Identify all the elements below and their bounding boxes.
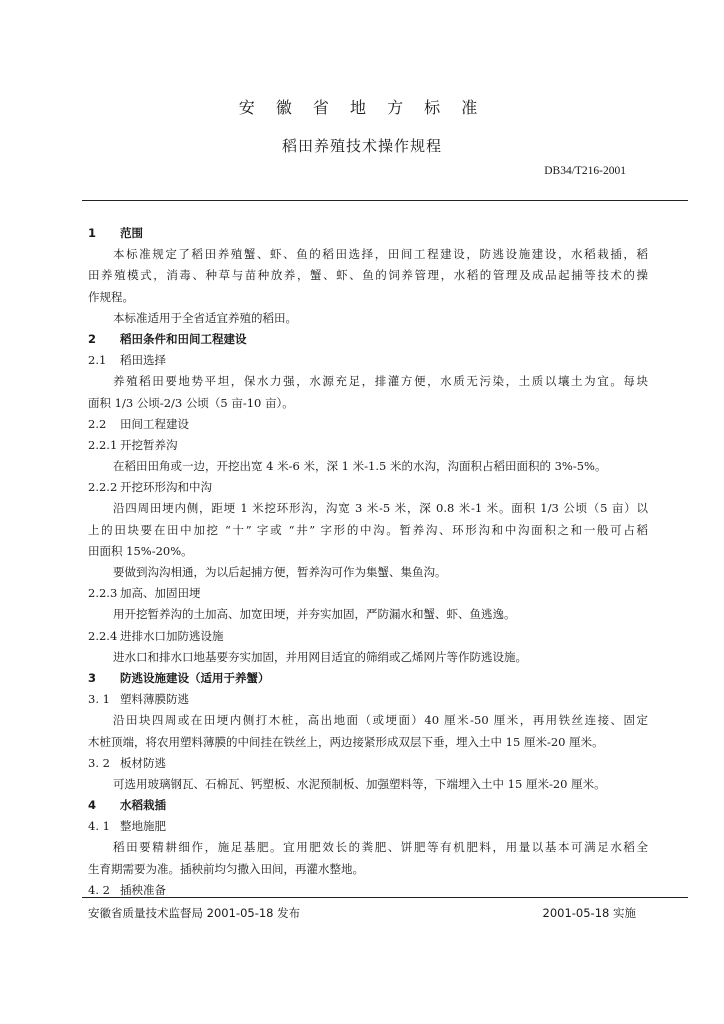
subsection-heading — [88, 626, 648, 647]
paragraph-line: 沿四周田埂内侧，距埂 1 米挖环形沟，沟宽 3 米-5 米，深 0.8 米-1 米。面积 1/3 公顷（5 亩）以 — [113, 501, 648, 516]
paragraph-line: 可选用玻璃钢瓦、石棉瓦、钙塑板、水泥预制板、加强塑料等，下端埋入土中 15 厘米-20 厘米。 — [113, 776, 606, 791]
document-body — [88, 223, 648, 901]
paragraph-line: 用开挖暂养沟的土加高、加宽田埂，并夯实加固，严防漏水和蟹、虾、鱼逃逸。 — [113, 607, 516, 622]
section-number: 2.1 — [88, 353, 107, 368]
section-number: 3. 1 — [88, 692, 110, 707]
section-number: 2.2.2 — [88, 480, 118, 495]
effective-date-line: 2001-05-18 实施 — [542, 906, 636, 920]
section-number: 4 — [88, 798, 97, 813]
paragraph-line: 稻田要精耕细作，施足基肥。宜用肥效长的粪肥、饼肥等有机肥料，用量以基本可满足水稻全 — [113, 840, 648, 855]
section-number: 2 — [88, 331, 97, 346]
paragraph-line: 在稻田田角或一边，开挖出宽 4 米-6 米，深 1 米-1.5 米的水沟，沟面积占稻田面积的 3%-5%。 — [113, 459, 607, 474]
issued-by-line: 安徽省质量技术监督局 2001-05-18 发布 — [88, 906, 301, 920]
subsection-heading — [88, 435, 648, 456]
paragraph-line: 要做到沟沟相通，为以后起捕方便，暂养沟可作为集蟹、集鱼沟。 — [113, 565, 447, 579]
section-title: 水稻栽插 — [120, 798, 166, 813]
section-number: 2.2.1 — [88, 437, 118, 452]
paragraph-line: 田养殖模式，消毒、种草与苗种放养，蟹、虾、鱼的饲养管理，水稻的管理及成品起捕等技术的操 — [88, 268, 648, 283]
section-title: 开挖暂养沟 — [120, 437, 178, 452]
paragraph-line: 本标准规定了稻田养殖蟹、虾、鱼的稻田选择，田间工程建设，防逃设施建设，水稻栽插，稻 — [113, 247, 648, 262]
paragraph-line: 面积 1/3 公顷-2/3 公顷（5 亩-10 亩）。 — [88, 395, 294, 410]
section-title: 进排水口加防逃设施 — [120, 628, 224, 643]
paragraph-line: 进水口和排水口地基要夯实加固，并用网目适宜的筛绢或乙烯网片等作防逃设施。 — [113, 649, 527, 664]
footer-divider — [82, 897, 688, 898]
paragraph-line: 木桩顶端，将农用塑料薄膜的中间挂在铁丝上，两边接紧形成双层下垂，埋入土中 15 厘米-20 厘米。 — [88, 734, 604, 749]
section-title: 整地施肥 — [120, 819, 166, 834]
section-heading — [88, 223, 648, 244]
section-title: 加高、加固田埂 — [120, 586, 201, 601]
section-number: 1 — [88, 226, 97, 240]
section-number: 2.2.4 — [88, 628, 118, 643]
paragraph-line: 作规程。 — [88, 289, 134, 304]
subsection-heading — [88, 689, 648, 710]
section-title: 板材防逃 — [120, 755, 166, 770]
section-number: 2.2 — [88, 416, 107, 431]
standard-code: DB34/T216-2001 — [544, 165, 626, 177]
paragraph-line: 生育期需要为准。插秧前均匀撒入田间，再灌水整地。 — [88, 861, 364, 876]
subsection-heading — [88, 414, 648, 435]
section-number: 2.2.3 — [88, 586, 118, 601]
section-title: 稻田选择 — [120, 353, 166, 368]
section-title: 田间工程建设 — [120, 416, 189, 431]
section-heading — [88, 329, 648, 350]
subsection-heading — [88, 816, 648, 837]
paragraph-line: 本标准适用于全省适宜养殖的稻田。 — [113, 310, 297, 325]
section-number: 3. 2 — [88, 755, 110, 770]
subsection-heading — [88, 753, 648, 774]
section-title: 范围 — [120, 226, 143, 240]
section-title: 插秧准备 — [120, 882, 166, 897]
subsection-heading — [88, 583, 648, 604]
document-title: 稻田养殖技术操作规程 — [281, 137, 442, 155]
paragraph-line: 上的田块要在田中加挖 “十” 字或 “井” 字形的中沟。暂养沟、环形沟和中沟面积之和一般可占稻 — [88, 522, 648, 537]
section-heading — [88, 668, 648, 689]
paragraph-line: 沿田块四周或在田埂内侧打木桩，高出地面（或埂面）40 厘米-50 厘米，再用铁丝连接、固定 — [113, 713, 648, 728]
section-number: 4. 1 — [88, 819, 110, 834]
paragraph-line: 养殖稻田要地势平坦，保水力强，水源充足，排灌方便，水质无污染，土质以壤土为宜。每块 — [113, 374, 648, 389]
header-divider — [82, 200, 688, 201]
standard-category-title: 安 徽 省 地 方 标 准 — [238, 98, 486, 117]
section-number: 3 — [88, 670, 97, 685]
section-title: 塑料薄膜防逃 — [120, 692, 189, 707]
section-title: 开挖环形沟和中沟 — [120, 480, 212, 495]
section-number: 4. 2 — [88, 882, 110, 897]
subsection-heading — [88, 477, 648, 498]
paragraph-line: 田面积 15%-20%。 — [88, 543, 193, 558]
section-title: 防逃设施建设（适用于养蟹） — [120, 670, 270, 685]
subsection-heading — [88, 350, 648, 371]
section-heading — [88, 795, 648, 816]
section-title: 稻田条件和田间工程建设 — [120, 331, 247, 346]
